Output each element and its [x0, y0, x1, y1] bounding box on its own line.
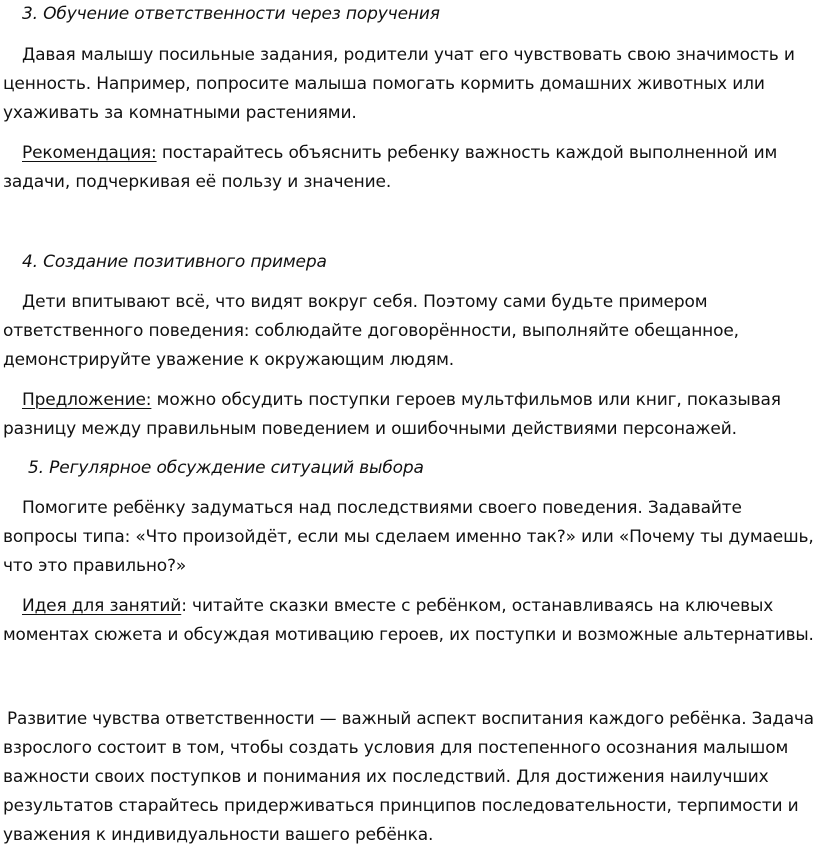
suggestion-text: можно обсудить поступки героев мультфильмов или книг, показывая — [151, 390, 781, 410]
recommendation-line — [22, 139, 777, 168]
activity-idea-line: моментах сюжета и обсуждая мотивацию героев, их поступки и возможные альтернативы. — [3, 625, 814, 645]
paragraph-line: что это правильно?» — [3, 556, 187, 576]
conclusion-line: взрослого состоит в том, чтобы создать условия для постепенного осознания малышом — [3, 738, 789, 758]
paragraph-line: ухаживать за комнатными растениями. — [3, 103, 357, 123]
conclusion-line: Развитие чувства ответственности — важный аспект воспитания каждого ребёнка. Задача — [7, 709, 814, 729]
suggestion-label: Предложение: — [22, 390, 152, 410]
paragraph-line: Помогите ребёнку задуматься над последствиями своего поведения. Задавайте — [22, 498, 742, 518]
paragraph-line: ответственного поведения: соблюдайте договорённости, выполняйте обещанное, — [3, 321, 739, 341]
paragraph-line: Давая малышу посильные задания, родители учат его чувствовать свою значимость и — [22, 45, 795, 65]
recommendation-label: Рекомендация: — [22, 143, 157, 163]
conclusion-line: результатов старайтесь придерживаться принципов последовательности, терпимости и — [3, 796, 799, 816]
recommendation-line: задачи, подчеркивая её пользу и значение. — [3, 172, 392, 192]
paragraph-line: демонстрируйте уважение к окружающим людям. — [3, 350, 455, 370]
section-heading-3: 3. Обучение ответственности через поручения — [22, 4, 440, 24]
activity-idea-text: : читайте сказки вместе с ребёнком, останавливаясь на ключевых — [181, 596, 774, 616]
section-heading-4: 4. Создание позитивного примера — [22, 252, 327, 272]
recommendation-text: постарайтесь объяснить ребенку важность каждой выполненной им — [156, 143, 778, 163]
suggestion-line — [22, 386, 781, 415]
conclusion-line: уважения к индивидуальности вашего ребёнка. — [3, 825, 434, 845]
section-heading-5: 5. Регулярное обсуждение ситуаций выбора — [28, 458, 424, 478]
activity-idea-label: Идея для занятий — [22, 596, 182, 616]
suggestion-line: разницу между правильным поведением и ошибочными действиями персонажей. — [3, 419, 737, 439]
paragraph-line: Дети впитывают всё, что видят вокруг себя. Поэтому сами будьте примером — [22, 292, 708, 312]
paragraph-line: ценность. Например, попросите малыша помогать кормить домашних животных или — [3, 74, 765, 94]
paragraph-line: вопросы типа: «Что произойдёт, если мы сделаем именно так?» или «Почему ты думаешь, — [3, 527, 814, 547]
activity-idea-line — [22, 592, 773, 621]
conclusion-line: важности своих поступков и понимания их последствий. Для достижения наилучших — [3, 767, 769, 787]
